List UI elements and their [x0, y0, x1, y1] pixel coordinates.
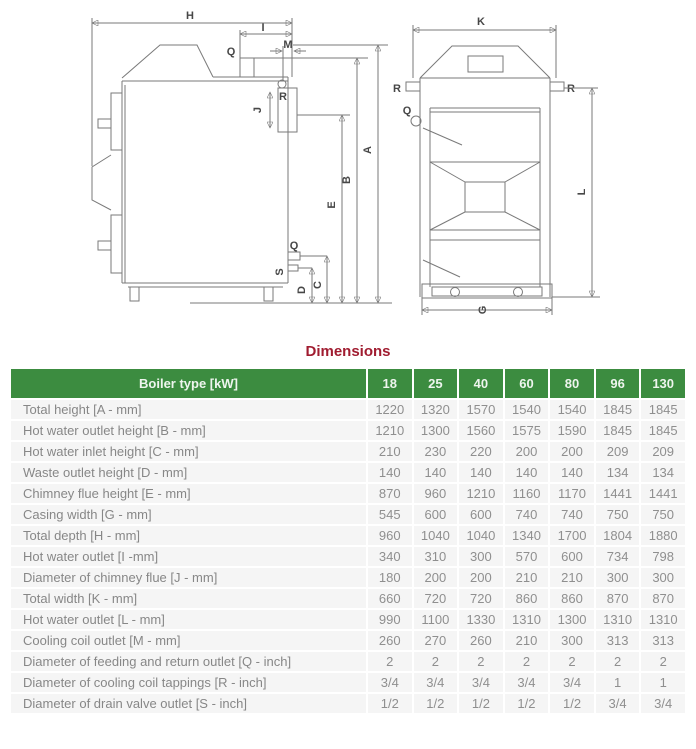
dim-label-I: I	[261, 22, 265, 34]
cell: 209	[641, 442, 685, 461]
cell: 1845	[596, 421, 640, 440]
section-title: Dimensions	[305, 343, 391, 360]
cell: 3/4	[368, 673, 412, 692]
cell: 1/2	[368, 694, 412, 713]
cell: 1845	[641, 421, 685, 440]
dim-label-B: B	[341, 176, 353, 184]
row-label: Waste outlet height [D - mm]	[11, 463, 366, 482]
dimensions-table	[9, 367, 687, 715]
cell: 1441	[641, 484, 685, 503]
dim-label-M: M	[283, 39, 293, 51]
cell: 1845	[596, 400, 640, 419]
cell: 600	[414, 505, 458, 524]
table-row	[11, 400, 685, 419]
cell: 3/4	[641, 694, 685, 713]
feed-outlet-stub	[240, 58, 254, 77]
technical-drawing-svg	[0, 0, 696, 340]
row-label: Total width [K - mm]	[11, 589, 366, 608]
table-row	[11, 442, 685, 461]
column-header-40: 40	[459, 369, 503, 398]
cell: 140	[550, 463, 594, 482]
cell: 134	[641, 463, 685, 482]
coil-tapping-right	[550, 82, 564, 91]
cell: 1575	[505, 421, 549, 440]
cell: 990	[368, 610, 412, 629]
cell: 600	[459, 505, 503, 524]
table-row	[11, 631, 685, 650]
cell: 1300	[414, 421, 458, 440]
dim-label-R-side: R	[279, 91, 287, 103]
cell: 570	[505, 547, 549, 566]
cell: 1310	[641, 610, 685, 629]
row-label: Diameter of feeding and return outlet [Q - inch]	[11, 652, 366, 671]
coil-tapping-left	[406, 82, 420, 91]
cell: 340	[368, 547, 412, 566]
side-view-dimensions	[92, 10, 392, 303]
cell: 230	[414, 442, 458, 461]
side-upper-handle	[98, 119, 111, 128]
boiler-side-view	[92, 45, 300, 301]
column-header-96: 96	[596, 369, 640, 398]
table-row	[11, 484, 685, 503]
cell: 720	[459, 589, 503, 608]
row-label: Diameter of cooling coil tappings [R - inch]	[11, 673, 366, 692]
side-lower-handle	[98, 241, 111, 250]
front-upper-handle	[423, 128, 462, 145]
cell: 1/2	[459, 694, 503, 713]
return-outlet-stub	[288, 252, 300, 260]
base-bolt-left	[451, 288, 460, 297]
table-header-row	[11, 369, 685, 398]
cell: 1590	[550, 421, 594, 440]
cell: 3/4	[505, 673, 549, 692]
table-row	[11, 421, 685, 440]
cell: 740	[505, 505, 549, 524]
dim-label-C: C	[312, 281, 324, 289]
cell: 1210	[459, 484, 503, 503]
front-lower-door	[430, 240, 540, 284]
cell: 1330	[459, 610, 503, 629]
row-label: Diameter of chimney flue [J - mm]	[11, 568, 366, 587]
front-upper-door	[430, 112, 540, 162]
cell: 660	[368, 589, 412, 608]
dim-label-R-left: R	[393, 83, 401, 95]
cell: 2	[505, 652, 549, 671]
row-label: Total depth [H - mm]	[11, 526, 366, 545]
row-label: Cooling coil outlet [M - mm]	[11, 631, 366, 650]
dim-label-E: E	[326, 201, 338, 209]
front-view-dimensions	[393, 16, 600, 315]
cell: 134	[596, 463, 640, 482]
cell: 270	[414, 631, 458, 650]
table-row	[11, 673, 685, 692]
cell: 1340	[505, 526, 549, 545]
cell: 1540	[505, 400, 549, 419]
cell: 1300	[550, 610, 594, 629]
cell: 545	[368, 505, 412, 524]
cell: 220	[459, 442, 503, 461]
cell: 1170	[550, 484, 594, 503]
cell: 2	[550, 652, 594, 671]
cell: 1220	[368, 400, 412, 419]
cell: 210	[550, 568, 594, 587]
cell: 1/2	[550, 694, 594, 713]
cell: 300	[550, 631, 594, 650]
dim-label-G: G	[477, 305, 489, 315]
cell: 870	[368, 484, 412, 503]
cell: 740	[550, 505, 594, 524]
cell: 140	[505, 463, 549, 482]
cell: 260	[459, 631, 503, 650]
cell: 140	[459, 463, 503, 482]
table-row	[11, 652, 685, 671]
table-row	[11, 568, 685, 587]
cell: 1/2	[414, 694, 458, 713]
cell: 310	[414, 547, 458, 566]
row-label: Hot water inlet height [C - mm]	[11, 442, 366, 461]
cell: 1210	[368, 421, 412, 440]
cell: 1845	[641, 400, 685, 419]
cell: 1540	[550, 400, 594, 419]
table-row	[11, 589, 685, 608]
side-upper-door	[111, 93, 122, 150]
column-header-60: 60	[505, 369, 549, 398]
column-header-boiler-type: Boiler type [kW]	[11, 369, 366, 398]
cell: 960	[414, 484, 458, 503]
cell: 1310	[596, 610, 640, 629]
cell: 2	[414, 652, 458, 671]
cell: 1	[641, 673, 685, 692]
cell: 2	[641, 652, 685, 671]
cell: 1	[596, 673, 640, 692]
row-label: Diameter of drain valve outlet [S - inch]	[11, 694, 366, 713]
cell: 960	[368, 526, 412, 545]
row-label: Hot water outlet [I -mm]	[11, 547, 366, 566]
cell: 200	[459, 568, 503, 587]
table-row	[11, 610, 685, 629]
row-label: Hot water outlet [L - mm]	[11, 610, 366, 629]
cell: 1/2	[505, 694, 549, 713]
cell: 600	[550, 547, 594, 566]
cell: 313	[596, 631, 640, 650]
cell: 1310	[505, 610, 549, 629]
cell: 1441	[596, 484, 640, 503]
cell: 313	[641, 631, 685, 650]
cell: 734	[596, 547, 640, 566]
row-label: Chimney flue height [E - mm]	[11, 484, 366, 503]
column-header-18: 18	[368, 369, 412, 398]
cell: 750	[596, 505, 640, 524]
dim-label-H: H	[186, 10, 194, 22]
cell: 200	[550, 442, 594, 461]
cell: 3/4	[459, 673, 503, 692]
dim-label-L: L	[576, 188, 588, 196]
cell: 860	[550, 589, 594, 608]
cell: 1040	[459, 526, 503, 545]
front-lower-handle	[423, 260, 460, 277]
side-lower-door	[111, 215, 122, 273]
cell: 3/4	[550, 673, 594, 692]
cell: 1560	[459, 421, 503, 440]
table-row	[11, 463, 685, 482]
base-bolt-right	[514, 288, 523, 297]
cell: 140	[368, 463, 412, 482]
column-header-25: 25	[414, 369, 458, 398]
cell: 140	[414, 463, 458, 482]
cell: 2	[368, 652, 412, 671]
cell: 180	[368, 568, 412, 587]
cell: 1570	[459, 400, 503, 419]
dim-label-A: A	[362, 146, 374, 154]
cell: 1700	[550, 526, 594, 545]
cell: 2	[459, 652, 503, 671]
cell: 2	[596, 652, 640, 671]
cell: 1040	[414, 526, 458, 545]
cell: 860	[505, 589, 549, 608]
side-flap	[92, 155, 111, 210]
drain-valve-stub	[288, 265, 298, 271]
dim-label-S: S	[274, 268, 286, 276]
boiler-front-view	[406, 46, 564, 298]
dim-label-Q-bottom: Q	[289, 240, 299, 252]
cell: 210	[505, 568, 549, 587]
cell: 1100	[414, 610, 458, 629]
cell: 1160	[505, 484, 549, 503]
cell: 870	[641, 589, 685, 608]
cell: 260	[368, 631, 412, 650]
cell: 3/4	[596, 694, 640, 713]
dim-label-D: D	[296, 286, 308, 294]
cell: 210	[505, 631, 549, 650]
row-label: Casing width [G - mm]	[11, 505, 366, 524]
cell: 720	[414, 589, 458, 608]
row-label: Hot water outlet height [B - mm]	[11, 421, 366, 440]
cell: 3/4	[414, 673, 458, 692]
cell: 300	[459, 547, 503, 566]
cell: 1880	[641, 526, 685, 545]
cell: 210	[368, 442, 412, 461]
column-header-80: 80	[550, 369, 594, 398]
dim-label-Q-top: Q	[226, 46, 236, 58]
control-panel	[468, 56, 503, 72]
dim-label-Q-front: Q	[402, 105, 412, 117]
table-row	[11, 547, 685, 566]
dim-label-R-right: R	[567, 83, 575, 95]
cell: 300	[641, 568, 685, 587]
cell: 1320	[414, 400, 458, 419]
table-row	[11, 505, 685, 524]
table-row	[11, 694, 685, 713]
cell: 209	[596, 442, 640, 461]
cell: 200	[505, 442, 549, 461]
row-label: Total height [A - mm]	[11, 400, 366, 419]
boiler-technical-drawing	[0, 0, 696, 340]
table-row	[11, 526, 685, 545]
cell: 750	[641, 505, 685, 524]
dim-label-K: K	[477, 16, 485, 28]
cell: 1804	[596, 526, 640, 545]
column-header-130: 130	[641, 369, 685, 398]
dim-label-J: J	[252, 106, 264, 114]
cell: 870	[596, 589, 640, 608]
cell: 300	[596, 568, 640, 587]
cell: 200	[414, 568, 458, 587]
cell: 798	[641, 547, 685, 566]
